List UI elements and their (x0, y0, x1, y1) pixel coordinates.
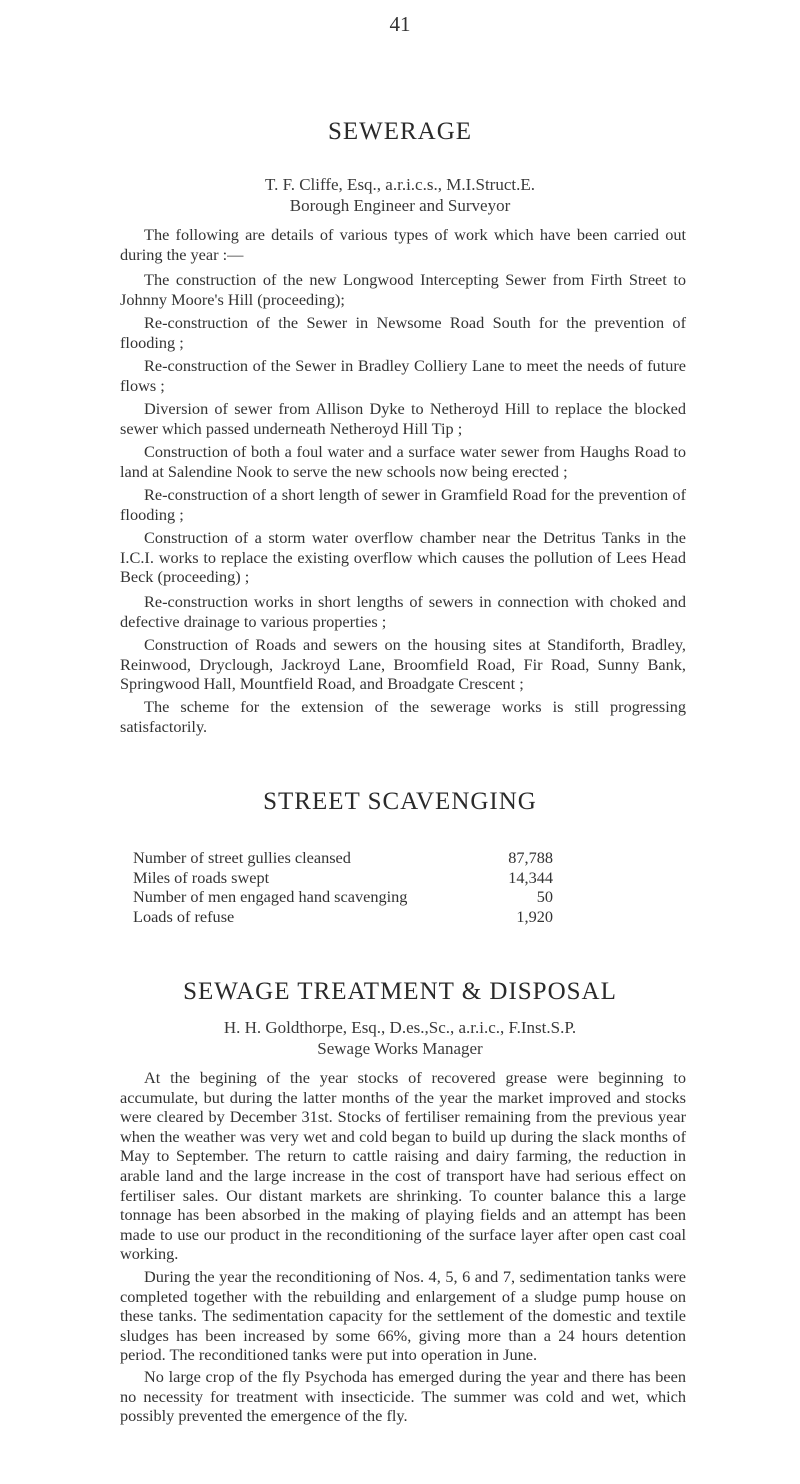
sewerage-paragraph-newsome: Re-construction of the Sewer in Newsome Road South for the prevention of flooding ; (120, 313, 686, 352)
sewerage-paragraph-haughs: Construction of both a foul water and a surface water sewer from Haughs Road to land at Salendine Nook to serve the new schools now being erected ; (120, 442, 686, 481)
stat-value: 1,920 (516, 906, 553, 926)
stat-label: Number of men engaged hand scavenging (133, 887, 408, 907)
stat-value: 87,788 (508, 848, 553, 867)
sewerage-paragraph-overflow: Construction of a storm water overflow chamber near the Detritus Tanks in the I.C.I. works to replace the existing overflow which causes the pollution of Lees Head Beck (proceeding) ; (120, 528, 686, 587)
sewage-treatment-paragraph-fly: No large crop of the fly Psychoda has emerged during the year and there has been no necessity for treatment with insecticide. The summer was cold and wet, which possibly prevented the emergence of the fly. (120, 1367, 686, 1426)
page-number: 41 (389, 12, 411, 36)
sewerage-paragraph-housing: Construction of Roads and sewers on the housing sites at Standiforth, Bradley, Reinwood, Dryclough, Jackroyd Lane, Broomfield Road, Fir Road, Sunny Bank, Springwood Hall, Mountfield Road, and Broadgate Crescent ; (120, 635, 686, 694)
sewerage-paragraph-bradley: Re-construction of the Sewer in Bradley Colliery Lane to meet the needs of future flows ; (120, 356, 686, 395)
sewage-treatment-paragraph-grease: At the begining of the year stocks of recovered grease were beginning to accumulate, but during the latter months of the year the market improved and stocks were cleared by December 31st. Stocks of fertiliser remaining from the previous year when the weather was very wet and cold began to build up during the slack months of May to September. The return to cattle raising and dairy farming, the reduction in arable land and the large increase in the cost of transport have had serious effect on fertiliser sales. Our distant markets are shrinking. To counter balance this a large tonnage has been absorbed in the making of playing fields and an attempt has been made to use our product in the reconditioning of the surface layer after open cast coal working. (120, 1068, 686, 1264)
stat-label: Loads of refuse (133, 906, 235, 926)
sewage-treatment-heading: SEWAGE TREATMENT & DISPOSAL (183, 978, 617, 1005)
stat-value: 14,344 (508, 867, 553, 887)
sewerage-author-title: Borough Engineer and Surveyor (289, 196, 511, 215)
sewerage-heading: SEWERAGE (327, 118, 473, 145)
stat-row (133, 887, 553, 907)
sewerage-paragraph-intro: The following are details of various types of work which have been carried out during the year :— (120, 225, 686, 264)
stat-row (133, 868, 553, 888)
stat-label: Number of street gullies cleansed (133, 848, 351, 867)
sewerage-paragraph-defective: Re-construction works in short lengths of sewers in connection with choked and defective drainage to various properties ; (120, 592, 686, 631)
sewage-treatment-author-title: Sewage Works Manager (317, 1039, 483, 1058)
sewage-treatment-paragraph-tanks: During the year the reconditioning of Nos. 4, 5, 6 and 7, sedimentation tanks were completed together with the rebuilding and enlargement of a sludge pump house on these tanks. The sedimentation capacity for the settlement of the domestic and textile sludges has been increased by some 66%, giving more than a 24 hours detention period. The reconditioned tanks were put into operation in June. (120, 1267, 686, 1365)
sewerage-paragraph-scheme: The scheme for the extension of the sewerage works is still progressing satisfactorily. (120, 697, 686, 736)
stat-label: Miles of roads swept (133, 867, 270, 887)
street-scavenging-table (133, 848, 553, 926)
sewerage-paragraph-diversion: Diversion of sewer from Allison Dyke to Netheroyd Hill to replace the blocked sewer which passed underneath Netheroyd Hill Tip ; (120, 399, 686, 438)
street-scavenging-heading: STREET SCAVENGING (263, 788, 537, 815)
stat-row (133, 848, 553, 868)
stat-value: 50 (536, 887, 553, 907)
sewerage-paragraph-gramfield: Re-construction of a short length of sewer in Gramfield Road for the prevention of flooding ; (120, 485, 686, 524)
stat-row (133, 907, 553, 927)
sewerage-paragraph-longwood: The construction of the new Longwood Intercepting Sewer from Firth Street to Johnny Moore's Hill (proceeding); (120, 270, 686, 309)
sewage-treatment-author-name: H. H. Goldthorpe, Esq., D.es.,Sc., a.r.i.c., F.Inst.S.P. (223, 1018, 577, 1037)
sewerage-author-name: T. F. Cliffe, Esq., a.r.i.c.s., M.I.Struct.E. (265, 175, 535, 194)
